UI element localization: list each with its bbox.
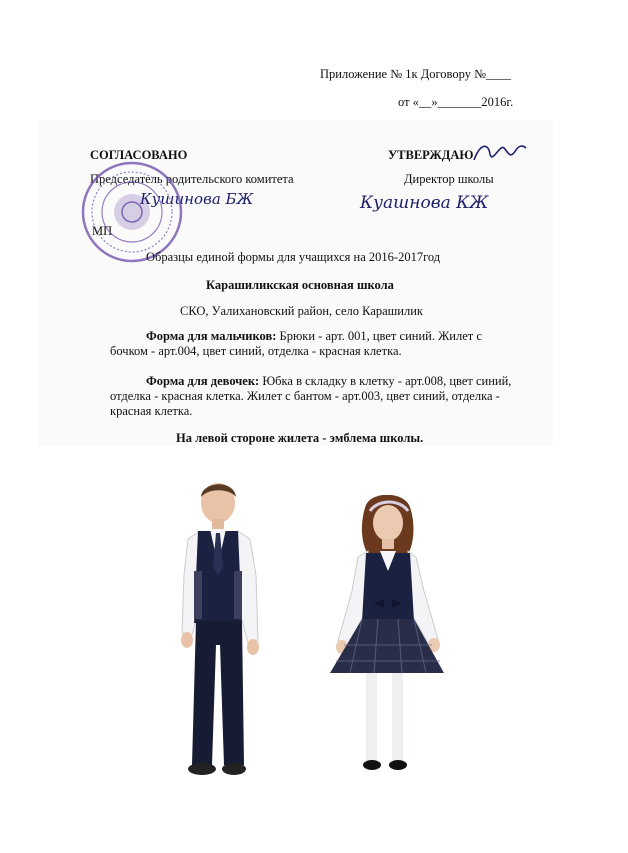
boy-uniform-photo — [170, 475, 270, 780]
school-location: СКО, Уалихановский район, село Карашилик — [180, 304, 423, 318]
appendix-line: Приложение № 1к Договору №____ — [320, 67, 512, 81]
boys-text-1: Брюки - арт. 001, цвет синий. Жилет с — [276, 329, 482, 343]
director-role: Директор школы — [404, 172, 494, 186]
approve-heading: УТВЕРЖДАЮ — [388, 148, 474, 162]
stamp-seal — [80, 160, 184, 264]
girls-text-3: красная клетка. — [110, 404, 193, 418]
document-title: Образцы единой формы для учащихся на 2016-2017год — [146, 250, 441, 264]
girls-text-2: отделка - красная клетка. Жилет с бантом - арт.003, цвет синий, отделка - — [110, 389, 500, 403]
date-line: от «__»_______2016г. — [398, 95, 514, 109]
emblem-note: На левой стороне жилета - эмблема школы. — [176, 431, 424, 445]
mp-label: МП — [92, 224, 113, 238]
school-name: Карашиликская основная школа — [206, 278, 394, 292]
boys-text-2: бочком - арт.004, цвет синий, отделка - красная клетка. — [110, 344, 402, 358]
approve-signature-mark — [470, 138, 530, 168]
girl-uniform-photo — [322, 495, 448, 775]
committee-role: Председатель родительского комитета — [90, 172, 294, 186]
boys-label: Форма для мальчиков: — [146, 329, 277, 343]
agreed-heading: СОГЛАСОВАНО — [90, 148, 188, 162]
director-signature: Куашнова КЖ — [360, 193, 489, 213]
girls-uniform-paragraph — [110, 374, 530, 419]
boys-uniform-paragraph — [110, 329, 510, 359]
committee-signature: Кушинова БЖ — [140, 190, 254, 208]
girls-label: Форма для девочек: — [146, 374, 260, 388]
girls-text-1: Юбка в складку в клетку - арт.008, цвет синий, — [259, 374, 512, 388]
